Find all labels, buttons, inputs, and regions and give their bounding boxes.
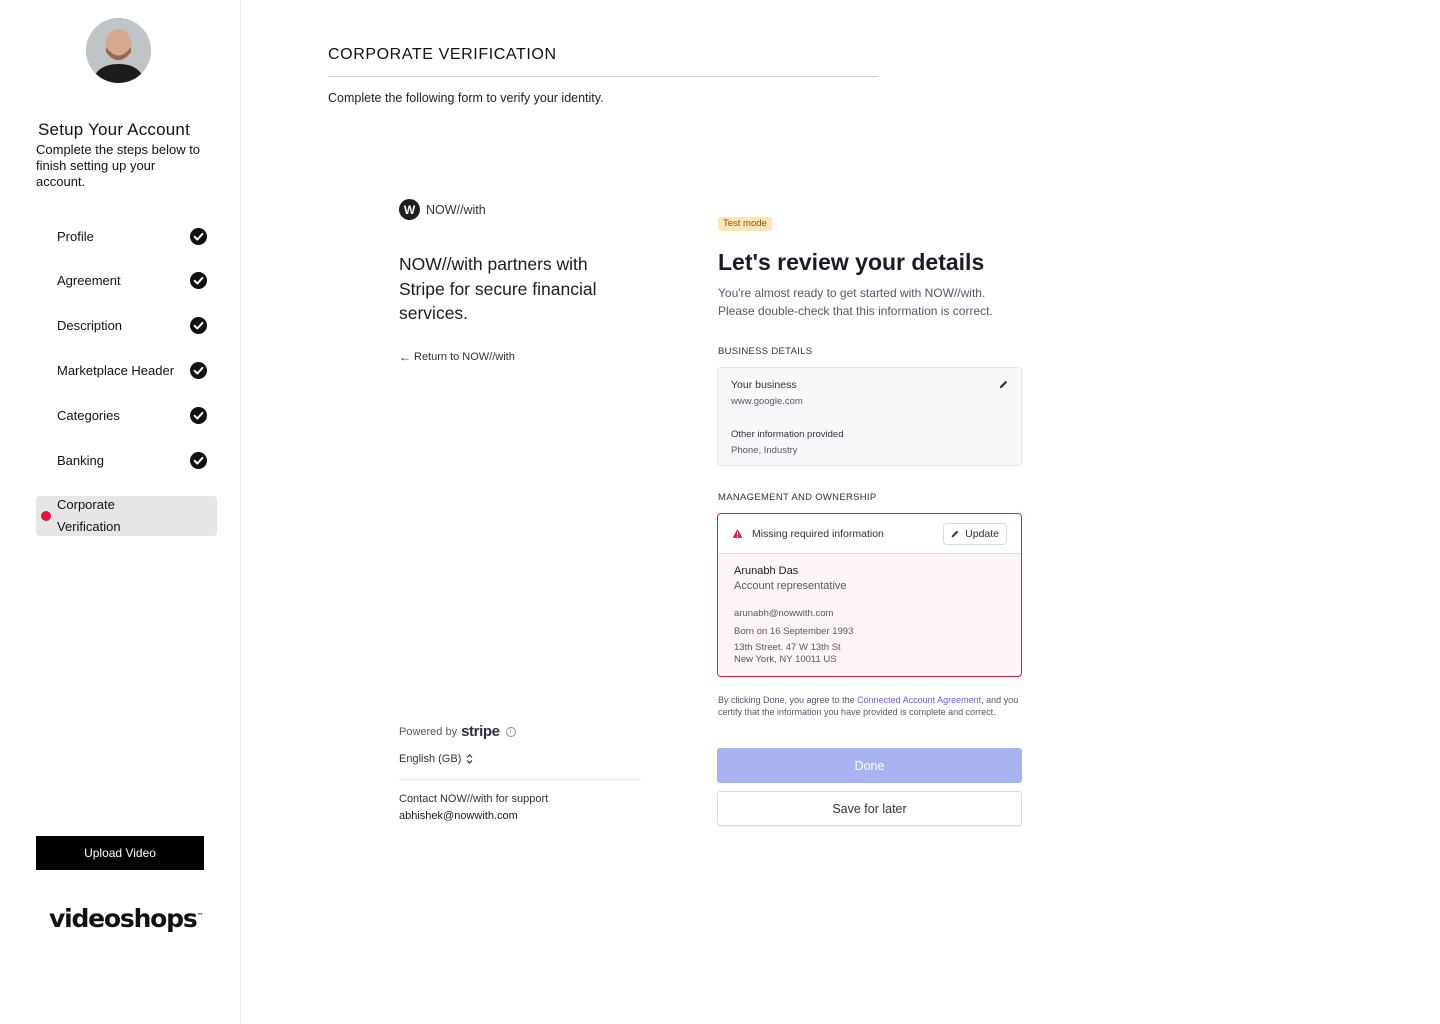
trademark-mark: ™ [196,912,204,920]
platform-brand [399,199,486,220]
footer-divider [399,779,641,780]
connected-account-agreement-link[interactable]: Connected Account Agreement [857,695,982,705]
sidebar [0,0,241,1024]
active-dot-icon [41,511,51,521]
business-label: Your business [731,379,797,391]
step-label: Categories [57,407,120,423]
avatar[interactable] [86,18,151,83]
check-circle-icon [190,228,207,245]
warning-icon [732,528,743,539]
pencil-icon[interactable] [998,379,1009,390]
business-details-card [717,367,1022,466]
step-profile[interactable] [36,222,217,250]
step-label: Corporate Verification [57,497,121,534]
chevron-up-down-icon [466,754,473,764]
powered-by-label: Powered by [399,725,458,738]
step-agreement[interactable] [36,266,217,294]
test-mode-badge: Test mode [718,217,772,231]
videoshops-logo[interactable] [49,904,204,933]
support-email[interactable]: abhishek@nowwith.com [399,810,518,822]
done-button[interactable]: Done [717,748,1022,783]
support-label: Contact NOW//with for support [399,793,549,805]
check-circle-icon [190,317,207,334]
management-card [717,513,1022,677]
other-info-label: Other information provided [731,429,844,440]
partner-statement: NOW//with partners with Stripe for secure financial services. [399,254,597,323]
step-label: Profile [57,228,94,244]
return-link-label: Return to NOW//with [414,351,515,363]
legal-suffix: , and you certify that the information you have provided is complete and correct. [718,695,1019,717]
person-dob: Born on 16 September 1993 [734,626,854,637]
setup-title: Setup Your Account [38,120,191,139]
legal-prefix: By clicking Done, you agree to the [718,695,858,705]
person-name: Arunabh Das [734,565,799,577]
update-button-label: Update [965,528,999,540]
check-circle-icon [190,452,207,469]
save-for-later-button[interactable]: Save for later [717,791,1022,826]
avatar-image [86,18,151,83]
platform-logo-icon: W [399,199,420,220]
step-label: Banking [57,452,104,468]
check-circle-icon [190,407,207,424]
upload-video-button[interactable]: Upload Video [36,836,204,870]
management-heading: MANAGEMENT AND OWNERSHIP [718,492,877,503]
other-info-value: Phone, Industry [731,445,798,456]
language-select[interactable] [399,753,473,765]
step-banking[interactable] [36,446,217,474]
language-value: English (GB) [399,753,462,765]
page-subtitle: Complete the following form to verify your identity. [328,91,604,105]
logo-text: videoshops [49,904,197,933]
step-label: Description [57,317,123,333]
return-link[interactable] [399,350,515,364]
management-card-header [718,514,1021,554]
arrow-left-icon: ← [399,350,411,364]
missing-info-text: Missing required information [752,528,884,540]
review-title: Let's review your details [718,249,985,275]
info-icon[interactable]: i [506,727,516,737]
review-subtitle: You're almost ready to get started with NOW//with. Please double-check that this information is correct. [718,286,993,318]
person-address-line1: 13th Street. 47 W 13th St [734,642,841,653]
business-details-heading: BUSINESS DETAILS [718,346,813,357]
update-button[interactable] [943,523,1007,545]
stripe-logo[interactable]: stripe [461,723,500,740]
person-address-line2: New York, NY 10011 US [734,654,837,665]
setup-description: Complete the steps below to finish setting up your account. [36,142,201,189]
step-corporate-verification[interactable] [36,496,217,536]
check-circle-icon [190,272,207,289]
person-role: Account representative [734,580,847,592]
step-description[interactable] [36,311,217,339]
person-email: arunabh@nowwith.com [734,608,834,619]
business-website: www.google.com [731,396,803,407]
pencil-icon [950,529,960,539]
step-categories[interactable] [36,401,217,429]
step-marketplace-header[interactable] [36,356,217,384]
legal-notice [718,694,1024,718]
platform-name: NOW//with [426,202,486,217]
page-title: CORPORATE VERIFICATION [328,46,557,63]
title-divider [328,76,878,77]
check-circle-icon [190,362,207,379]
step-label: Marketplace Header [57,362,175,378]
powered-by-stripe [399,723,516,740]
step-label: Agreement [57,272,121,288]
